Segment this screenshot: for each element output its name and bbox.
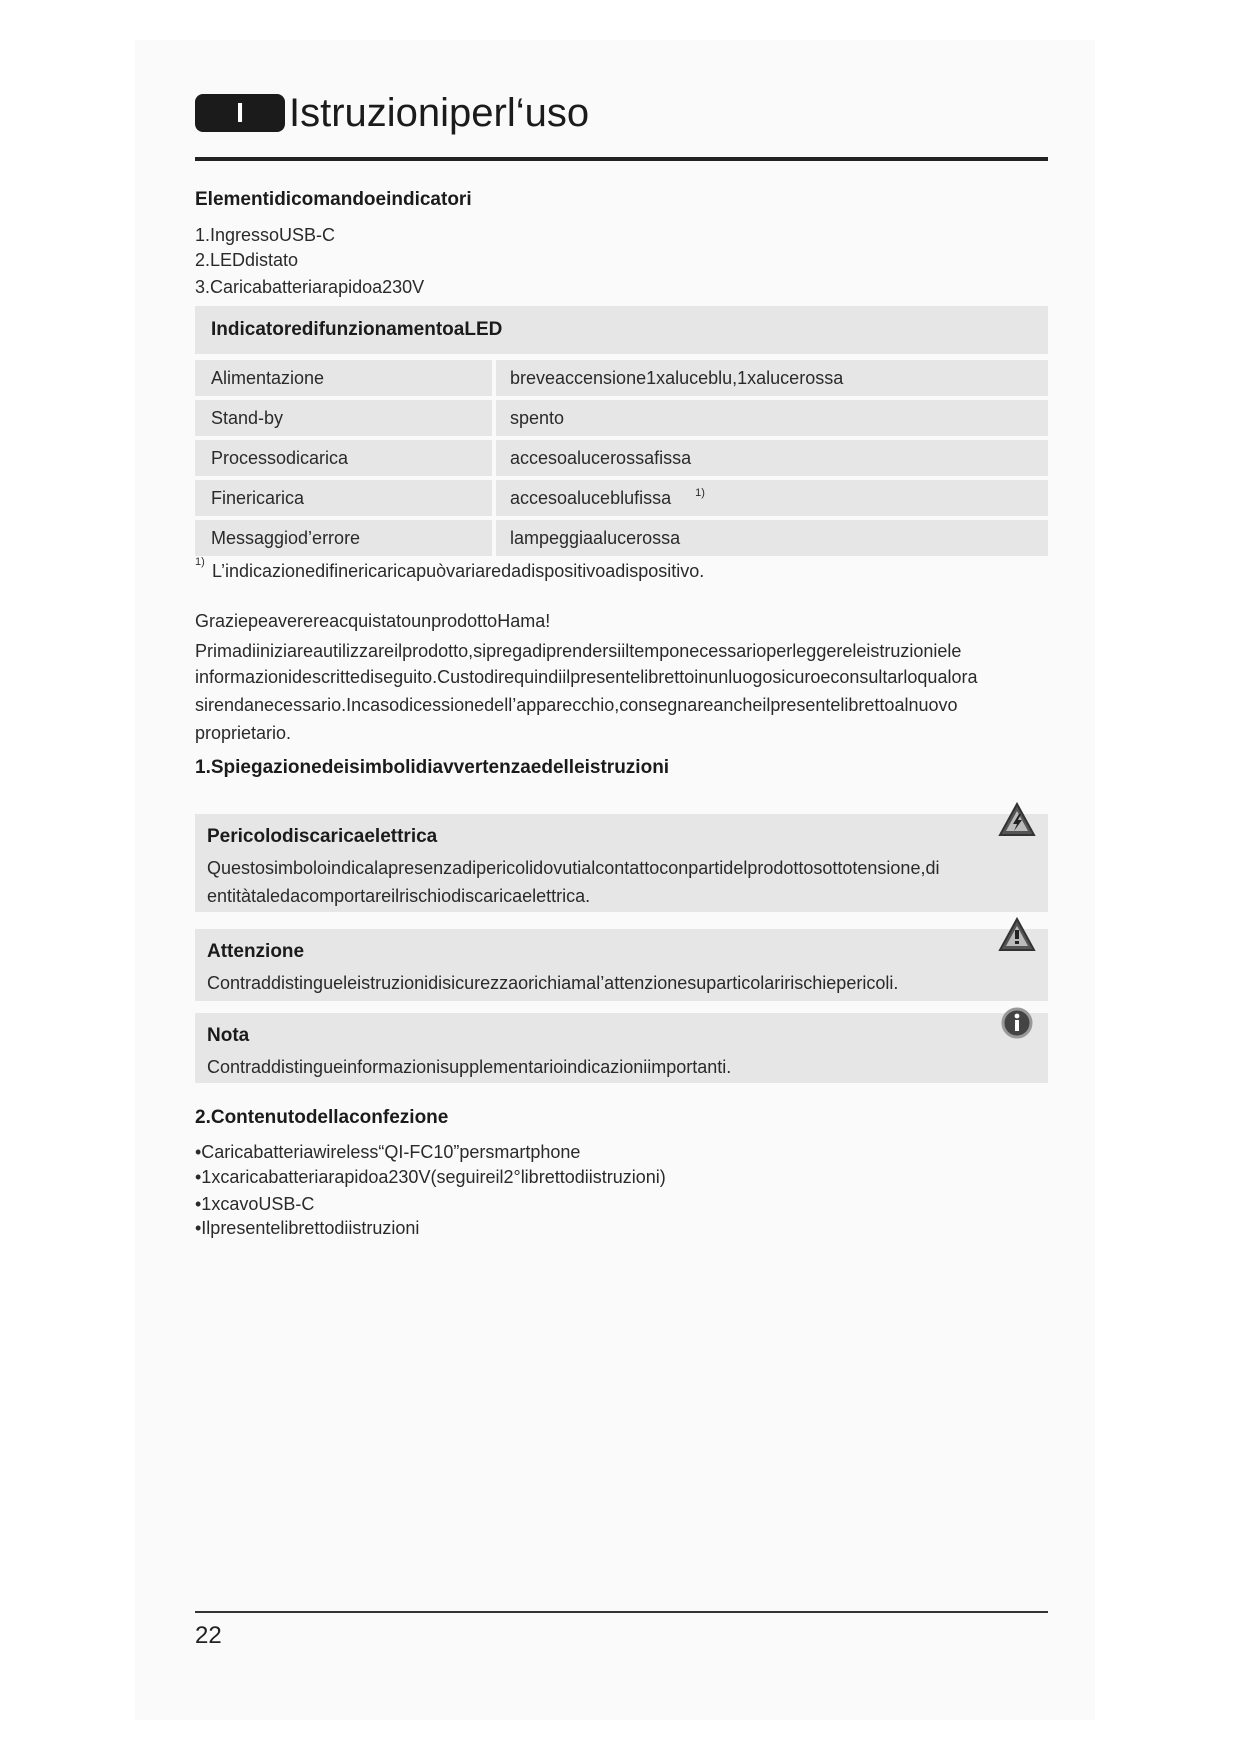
table-row — [195, 400, 1048, 436]
section-1-heading: 1.Spiegazionedeisimbolidiavvertenzaedelleistruzioni — [195, 757, 670, 778]
led-state-label: Processodicarica — [195, 440, 492, 476]
footnote-marker: 1) — [195, 556, 205, 568]
led-state-label: Stand-by — [195, 400, 492, 436]
note-text: Contraddistingueinformazionisupplementarioindicazioniimportanti. — [207, 1057, 732, 1077]
intro-line: sirendanecessario.Incasodicessionedell’apparecchio,consegnareancheilpresentelibrettoalnuovo — [195, 695, 958, 715]
controls-item: 2.LEDdistato — [195, 250, 299, 270]
section-2-heading: 2.Contenutodellaconfezione — [195, 1107, 449, 1128]
table-row — [195, 440, 1048, 476]
table-row — [195, 480, 1048, 516]
led-status-table — [195, 306, 1048, 560]
led-state-label: Messaggiod’errore — [195, 520, 492, 556]
controls-heading: Elementidicomandoeindicatori — [195, 189, 472, 210]
led-state-label: Alimentazione — [195, 360, 492, 396]
note-box — [195, 1013, 1048, 1083]
note-title: Nota — [207, 1025, 250, 1046]
led-state-value — [496, 480, 1048, 516]
warning-text: entitàtaledacomportareilrischiodiscaricaelettrica. — [207, 886, 591, 906]
led-state-text: spento — [510, 408, 565, 428]
language-badge: I — [195, 94, 285, 132]
led-state-label: Finericarica — [195, 480, 492, 516]
led-footnote: L’indicazionedifinericaricapuòvariaredadispositivoadispositivo. — [212, 561, 705, 581]
led-state-text: breveaccensione1xaluceblu,1xalucerossa — [510, 368, 844, 388]
warning-text: Contraddistingueleistruzionidisicurezzaorichiamal’attenzionesuparticolaririschiepericoli. — [207, 973, 899, 993]
led-table-heading: IndicatoredifunzionamentoaLED — [195, 306, 1048, 354]
warning-title: Attenzione — [207, 941, 305, 962]
intro-line: proprietario. — [195, 723, 292, 743]
intro-text — [195, 608, 1048, 746]
footer-divider — [195, 1611, 1048, 1613]
controls-item: 3.Caricabatteriarapidoa230V — [195, 277, 425, 297]
warning-box-electric — [195, 814, 1048, 912]
table-row — [195, 520, 1048, 556]
warning-text: Questosimboloindicalapresenzadipericolidovutialcontattoconpartidelprodottosottotensione,di — [207, 858, 940, 878]
led-state-value — [496, 400, 1048, 436]
warning-title: Pericolodiscaricaelettrica — [207, 826, 438, 847]
package-item: •Ilpresentelibrettodiistruzioni — [195, 1218, 420, 1238]
warning-box-caution — [195, 929, 1048, 1001]
led-state-text: accesoalucerossafissa — [510, 448, 692, 468]
package-item: •1xcaricabatteriarapidoa230V(seguireil2°librettodiistruzioni) — [195, 1167, 666, 1187]
controls-item: 1.IngressoUSB-C — [195, 225, 336, 245]
package-item: •Caricabatteriawireless“QI-FC10”persmartphone — [195, 1142, 581, 1162]
led-state-value — [496, 440, 1048, 476]
table-row — [195, 360, 1048, 396]
electric-warning-icon — [998, 802, 1036, 838]
caution-warning-icon — [998, 917, 1036, 953]
page-title: Istruzioniperl‘uso — [289, 91, 590, 135]
page-number: 22 — [195, 1622, 222, 1649]
led-state-value — [496, 520, 1048, 556]
intro-line: Primadiiniziareautilizzareilprodotto,sipregadiprendersiiltemponecessarioperleggereleistruzioniele — [195, 641, 962, 661]
package-item: •1xcavoUSB-C — [195, 1194, 315, 1214]
info-icon — [998, 1005, 1036, 1041]
intro-line: informazionidescrittediseguito.Custodirequindiilpresentelibrettoinunluogosicuroeconsultarloqualora — [195, 667, 978, 687]
intro-thanks: GraziepeaverereacquistatounprodottoHama! — [195, 611, 551, 631]
footnote-marker: 1) — [695, 487, 705, 499]
led-state-text: lampeggiaalucerossa — [510, 528, 681, 548]
header-divider — [195, 157, 1048, 161]
led-state-text: accesoaluceblufissa — [510, 488, 672, 508]
led-state-value — [496, 360, 1048, 396]
